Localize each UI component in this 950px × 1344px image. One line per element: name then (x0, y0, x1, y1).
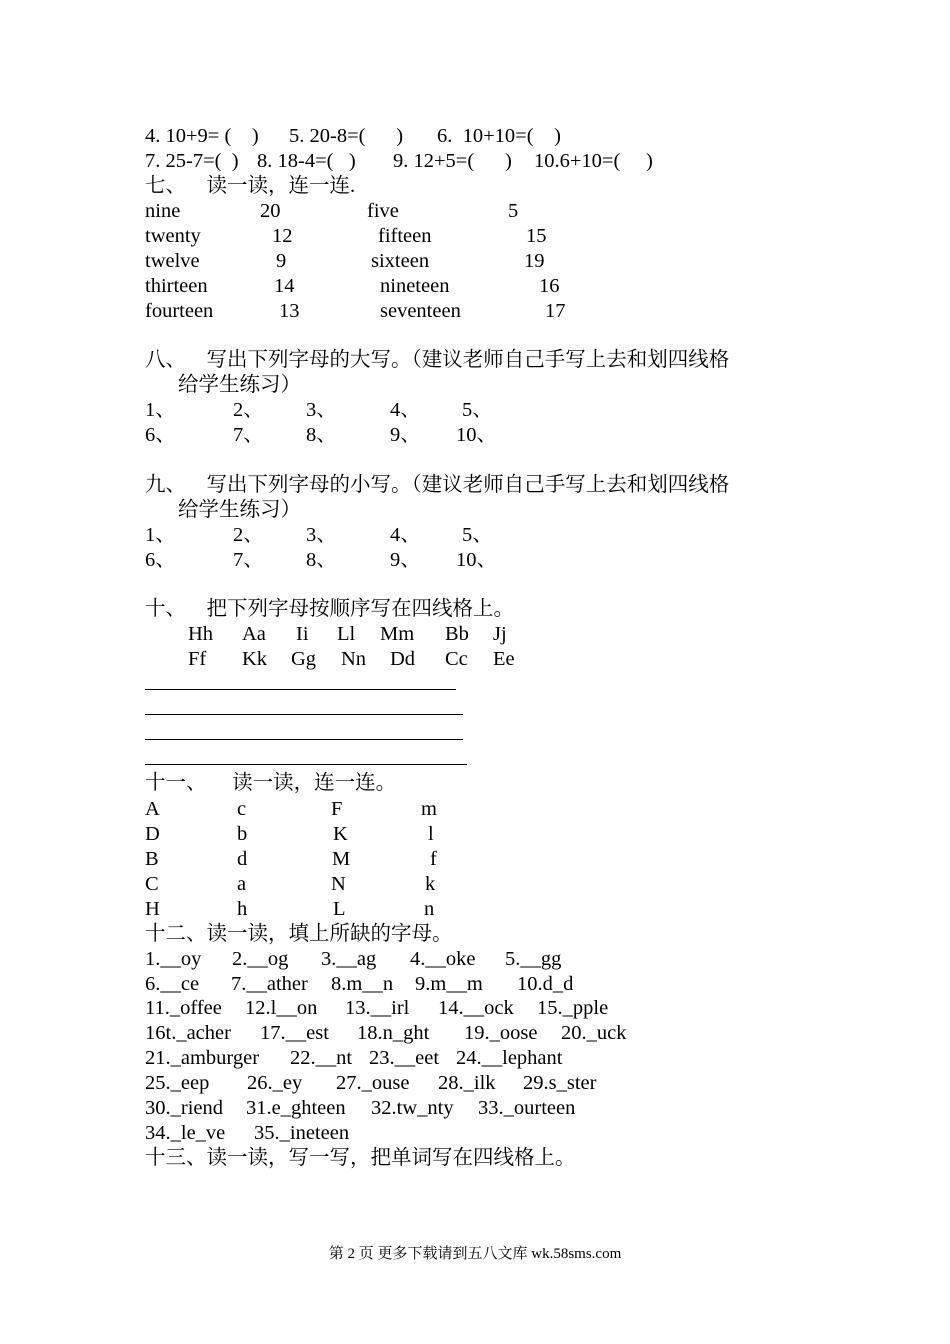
section-10-title: 十、 把下列字母按顺序写在四线格上。 (145, 598, 514, 620)
blank-number: 2、 (233, 524, 264, 546)
blank-number: 4、 (390, 524, 421, 546)
match-word: five (367, 200, 399, 222)
blank-number: 3、 (306, 399, 337, 421)
match-word: nineteen (380, 275, 450, 297)
match-row (145, 199, 519, 224)
letter-pair: Ii (296, 623, 309, 645)
fill-word: 16t._acher (145, 1022, 231, 1044)
match-letter: h (237, 898, 248, 920)
blank-number: 6、 (145, 424, 176, 446)
match-number: 14 (274, 275, 295, 297)
fill-word: 35._ineteen (254, 1122, 350, 1144)
letter-pair: Ll (337, 623, 356, 645)
letter-row (145, 647, 515, 672)
fill-word: 15._pple (537, 997, 609, 1019)
fill-word: 17.__est (260, 1022, 329, 1044)
match-letter: M (332, 848, 351, 870)
match-letter: c (237, 798, 247, 820)
blank-number: 4、 (390, 399, 421, 421)
fill-word: 22.__nt (290, 1047, 353, 1069)
writing-line (145, 764, 467, 765)
match-number: 17 (545, 300, 566, 322)
fill-word: 6.__ce (145, 973, 200, 995)
fill-word: 29.s_ster (523, 1072, 597, 1094)
fill-row (145, 947, 562, 972)
match-letter: B (145, 848, 159, 870)
blank-number: 7、 (233, 549, 264, 571)
match-word: twelve (145, 250, 200, 272)
letter-pair: Mm (380, 623, 415, 645)
match-row (145, 299, 566, 324)
fill-word: 20._uck (561, 1022, 627, 1044)
fill-word: 30._riend (145, 1097, 223, 1119)
match-number: 5 (508, 200, 519, 222)
section-11-title: 十一、 读一读，连一连。 (145, 772, 397, 794)
match-letter: a (237, 873, 247, 895)
match-row (145, 797, 437, 822)
blank-number: 10、 (456, 549, 497, 571)
letter-pair: Ee (493, 648, 515, 670)
fill-word: 24.__lephant (456, 1047, 563, 1069)
match-letter: d (237, 848, 248, 870)
letter-pair: Jj (493, 623, 507, 645)
blank-number: 5、 (462, 399, 493, 421)
match-letter: l (428, 823, 434, 845)
fill-word: 9.m__m (415, 973, 483, 995)
match-word: seventeen (380, 300, 461, 322)
letter-pair: Bb (445, 623, 469, 645)
match-word: twenty (145, 225, 201, 247)
blank-number: 6、 (145, 549, 176, 571)
fill-word: 7.__ather (231, 973, 308, 995)
fill-word: 10.d_d (517, 973, 574, 995)
fill-row (145, 1096, 576, 1121)
fill-word: 2.__og (232, 948, 289, 970)
match-letter: H (145, 898, 160, 920)
match-row (145, 822, 434, 847)
letter-pair: Gg (291, 648, 317, 670)
match-number: 12 (272, 225, 293, 247)
match-letter: K (333, 823, 348, 845)
fill-word: 33._ourteen (478, 1097, 576, 1119)
fill-word: 23.__eet (369, 1047, 440, 1069)
fill-word: 14.__ock (438, 997, 514, 1019)
fill-word: 8.m__n (331, 973, 394, 995)
letter-pair: Dd (390, 648, 416, 670)
match-letter: D (145, 823, 160, 845)
match-letter: b (237, 823, 248, 845)
page-footer: 第 2 页 更多下载请到五八文库 wk.58sms.com (328, 1246, 622, 1262)
match-letter: C (145, 873, 159, 895)
math-item: 7. 25-7=( ) (145, 150, 239, 172)
section-9-title-cont: 给学生练习） (178, 499, 301, 521)
blank-row (145, 398, 493, 423)
match-letter: L (333, 898, 346, 920)
fill-word: 26._ey (247, 1072, 303, 1094)
fill-word: 31.e_ghteen (246, 1097, 346, 1119)
match-letter: F (331, 798, 343, 820)
section-9-title: 九、 写出下列字母的小写。（建议老师自己手写上去和划四线格 (145, 474, 730, 496)
blank-number: 9、 (390, 424, 421, 446)
letter-pair: Nn (341, 648, 367, 670)
fill-row (145, 1021, 627, 1046)
match-number: 19 (524, 250, 545, 272)
letter-pair: Ff (188, 648, 207, 670)
section-12-title: 十二、读一读，填上所缺的字母。 (145, 923, 453, 945)
match-row (145, 897, 435, 922)
match-number: 13 (279, 300, 300, 322)
fill-word: 28._ilk (438, 1072, 496, 1094)
fill-word: 32.tw_nty (371, 1097, 454, 1119)
fill-word: 19._oose (464, 1022, 538, 1044)
math-row-1 (145, 124, 561, 149)
section-8-title-cont: 给学生练习） (178, 374, 301, 396)
fill-word: 13.__irl (345, 997, 410, 1019)
match-row (145, 872, 436, 897)
match-number: 15 (526, 225, 547, 247)
blank-number: 1、 (145, 399, 176, 421)
blank-number: 8、 (306, 424, 337, 446)
fill-row (145, 1121, 350, 1146)
fill-row (145, 972, 574, 997)
math-item: 4. 10+9= ( ) (145, 125, 259, 147)
blank-number: 5、 (462, 524, 493, 546)
fill-word: 11._offee (145, 997, 222, 1019)
match-number: 16 (539, 275, 560, 297)
section-7-title: 七、 读一读，连一连. (145, 175, 356, 197)
blank-number: 9、 (390, 549, 421, 571)
letter-row (145, 622, 507, 647)
fill-word: 12.l__on (245, 997, 318, 1019)
match-letter: m (421, 798, 437, 820)
match-word: sixteen (371, 250, 430, 272)
math-item: 10.6+10=( ) (534, 150, 653, 172)
blank-row (145, 423, 497, 448)
blank-number: 8、 (306, 549, 337, 571)
section-8-title: 八、 写出下列字母的大写。（建议老师自己手写上去和划四线格 (145, 349, 730, 371)
match-letter: A (145, 798, 160, 820)
letter-pair: Kk (242, 648, 268, 670)
section-13-title: 十三、读一读，写一写，把单词写在四线格上。 (145, 1147, 576, 1169)
match-row (145, 224, 547, 249)
match-row (145, 249, 545, 274)
math-item: 9. 12+5=( ) (393, 150, 512, 172)
blank-number: 3、 (306, 524, 337, 546)
fill-word: 21._amburger (145, 1047, 260, 1069)
fill-word: 18.n_ght (357, 1022, 430, 1044)
fill-word: 3.__ag (321, 948, 377, 970)
writing-line (145, 689, 456, 690)
math-item: 8. 18-4=( ) (257, 150, 356, 172)
match-row (145, 274, 560, 299)
writing-line (145, 739, 463, 740)
fill-row (145, 1046, 563, 1071)
math-row-2 (145, 149, 653, 174)
letter-pair: Hh (188, 623, 214, 645)
fill-row (145, 996, 609, 1021)
blank-number: 1、 (145, 524, 176, 546)
blank-row (145, 548, 497, 573)
fill-word: 1.__oy (145, 948, 202, 970)
math-item: 6. 10+10=( ) (437, 125, 561, 147)
fill-word: 4.__oke (410, 948, 476, 970)
match-word: nine (145, 200, 181, 222)
fill-word: 27._ouse (336, 1072, 410, 1094)
match-word: thirteen (145, 275, 208, 297)
letter-pair: Aa (242, 623, 266, 645)
blank-number: 7、 (233, 424, 264, 446)
letter-pair: Cc (445, 648, 468, 670)
fill-row (145, 1071, 597, 1096)
match-word: fifteen (378, 225, 432, 247)
fill-word: 25._eep (145, 1072, 210, 1094)
match-word: fourteen (145, 300, 214, 322)
match-row (145, 847, 437, 872)
match-letter: k (425, 873, 436, 895)
fill-word: 34._le_ve (145, 1122, 226, 1144)
blank-row (145, 523, 493, 548)
fill-word: 5.__gg (505, 948, 562, 970)
match-letter: f (430, 848, 437, 870)
match-letter: n (424, 898, 435, 920)
math-item: 5. 20-8=( ) (289, 125, 404, 147)
writing-line (145, 714, 463, 715)
blank-number: 2、 (233, 399, 264, 421)
match-number: 9 (276, 250, 287, 272)
blank-number: 10、 (456, 424, 497, 446)
match-letter: N (331, 873, 346, 895)
match-number: 20 (260, 200, 281, 222)
